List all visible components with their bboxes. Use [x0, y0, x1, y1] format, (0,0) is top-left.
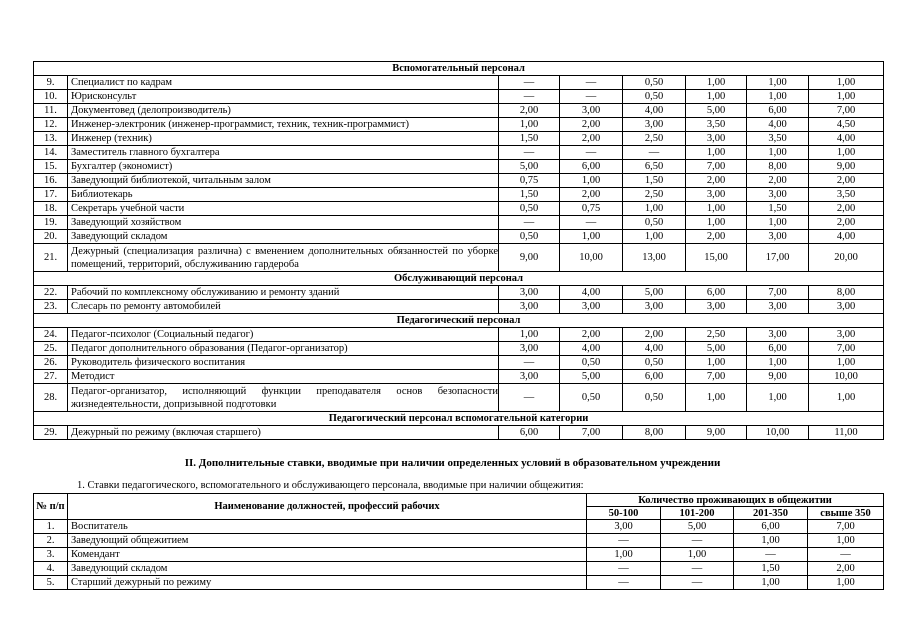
- position-name: Педагог-организатор, исполняющий функции преподавателя основ безопасности жизнедеятельности, допризывной подготовки: [68, 384, 499, 412]
- rate-value: 3,00: [499, 286, 560, 300]
- rate-value: 1,00: [686, 76, 747, 90]
- row-number: 3.: [34, 548, 68, 562]
- row-number: 22.: [34, 286, 68, 300]
- rate-value: 11,00: [809, 426, 884, 440]
- row-number: 17.: [34, 188, 68, 202]
- rate-value: 0,50: [560, 384, 623, 412]
- rate-value: 2,00: [686, 174, 747, 188]
- rate-value: 0,50: [623, 216, 686, 230]
- rate-value: 3,00: [747, 188, 809, 202]
- table-row: [34, 328, 884, 342]
- rate-value: 3,00: [747, 230, 809, 244]
- rate-value: 1,00: [686, 146, 747, 160]
- rate-value: 7,00: [747, 286, 809, 300]
- rate-value: 2,00: [808, 562, 884, 576]
- rate-value: —: [661, 576, 734, 590]
- rate-value: 0,50: [623, 90, 686, 104]
- section-2-heading: II. Дополнительные ставки, вводимые при наличии определенных условий в образовательном учреждении: [184, 457, 721, 469]
- table-row: [34, 342, 884, 356]
- rate-value: 8,00: [747, 160, 809, 174]
- rate-value: 3,00: [587, 520, 661, 534]
- rate-value: 3,00: [499, 342, 560, 356]
- rate-value: 3,00: [686, 300, 747, 314]
- rate-value: 1,00: [809, 384, 884, 412]
- position-name: Дежурный по режиму (включая старшего): [68, 426, 499, 440]
- rate-value: 2,50: [623, 132, 686, 146]
- position-name: Секретарь учебной части: [68, 202, 499, 216]
- rate-value: 1,00: [499, 328, 560, 342]
- rate-value: 5,00: [686, 342, 747, 356]
- rate-value: 1,00: [686, 202, 747, 216]
- rate-value: 1,00: [809, 76, 884, 90]
- rate-value: 6,00: [623, 370, 686, 384]
- section-header-row: [34, 272, 884, 286]
- table-row: [34, 104, 884, 118]
- rate-value: 1,00: [747, 356, 809, 370]
- header-col-3: 201-350: [734, 507, 808, 520]
- table-row: [34, 426, 884, 440]
- rate-value: 1,00: [734, 534, 808, 548]
- rate-value: 2,00: [809, 216, 884, 230]
- row-number: 21.: [34, 244, 68, 272]
- row-number: 18.: [34, 202, 68, 216]
- rate-value: 1,00: [661, 548, 734, 562]
- rate-value: 2,00: [623, 328, 686, 342]
- dormitory-rates-table: [33, 493, 884, 590]
- rate-value: 0,75: [499, 174, 560, 188]
- rate-value: 5,00: [623, 286, 686, 300]
- position-name: Старший дежурный по режиму: [68, 576, 587, 590]
- rate-value: 1,00: [499, 118, 560, 132]
- rate-value: 4,00: [560, 286, 623, 300]
- rate-value: —: [587, 562, 661, 576]
- table-row: [34, 300, 884, 314]
- header-col-4: свыше 350: [808, 507, 884, 520]
- rate-value: 3,00: [809, 300, 884, 314]
- rate-value: 10,00: [560, 244, 623, 272]
- row-number: 23.: [34, 300, 68, 314]
- rate-value: 3,00: [499, 370, 560, 384]
- rate-value: 10,00: [809, 370, 884, 384]
- rate-value: 17,00: [747, 244, 809, 272]
- rate-value: 1,00: [686, 90, 747, 104]
- rate-value: 6,00: [747, 104, 809, 118]
- rate-value: —: [499, 146, 560, 160]
- position-name: Заведующий общежитием: [68, 534, 587, 548]
- position-name: Педагог-психолог (Социальный педагог): [68, 328, 499, 342]
- staff-rates-table: [33, 61, 884, 440]
- rate-value: 2,50: [686, 328, 747, 342]
- rate-value: 3,00: [747, 300, 809, 314]
- position-name: Воспитатель: [68, 520, 587, 534]
- rate-value: 8,00: [809, 286, 884, 300]
- table-row: [34, 576, 884, 590]
- row-number: 14.: [34, 146, 68, 160]
- rate-value: —: [499, 216, 560, 230]
- table-row: [34, 174, 884, 188]
- rate-value: 4,00: [747, 118, 809, 132]
- position-name: Библиотекарь: [68, 188, 499, 202]
- rate-value: 3,00: [686, 188, 747, 202]
- position-name: Инженер (техник): [68, 132, 499, 146]
- header-col-1: 50-100: [587, 507, 661, 520]
- table-row: [34, 90, 884, 104]
- rate-value: 5,00: [661, 520, 734, 534]
- rate-value: —: [560, 216, 623, 230]
- row-number: 28.: [34, 384, 68, 412]
- rate-value: 2,00: [560, 188, 623, 202]
- row-number: 10.: [34, 90, 68, 104]
- rate-value: 9,00: [809, 160, 884, 174]
- rate-value: 0,50: [560, 356, 623, 370]
- row-number: 5.: [34, 576, 68, 590]
- rate-value: 7,00: [686, 160, 747, 174]
- rate-value: 1,00: [747, 146, 809, 160]
- rate-value: 1,00: [686, 384, 747, 412]
- rate-value: 1,00: [560, 174, 623, 188]
- rate-value: —: [623, 146, 686, 160]
- rate-value: 7,00: [809, 104, 884, 118]
- rate-value: 7,00: [560, 426, 623, 440]
- rate-value: 1,00: [808, 534, 884, 548]
- rate-value: 0,50: [499, 230, 560, 244]
- rate-value: —: [560, 76, 623, 90]
- row-number: 25.: [34, 342, 68, 356]
- rate-value: —: [734, 548, 808, 562]
- rate-value: 10,00: [747, 426, 809, 440]
- section-title: Педагогический персонал: [34, 314, 884, 328]
- row-number: 12.: [34, 118, 68, 132]
- rate-value: 6,00: [560, 160, 623, 174]
- rate-value: 3,00: [747, 328, 809, 342]
- rate-value: 6,00: [499, 426, 560, 440]
- rate-value: 0,50: [623, 384, 686, 412]
- rate-value: 2,00: [809, 174, 884, 188]
- rate-value: 3,00: [560, 300, 623, 314]
- rate-value: 9,00: [499, 244, 560, 272]
- rate-value: 3,50: [686, 118, 747, 132]
- rate-value: 2,00: [809, 202, 884, 216]
- table-row: [34, 356, 884, 370]
- row-number: 15.: [34, 160, 68, 174]
- row-number: 26.: [34, 356, 68, 370]
- table-row: [34, 216, 884, 230]
- rate-value: 2,50: [623, 188, 686, 202]
- row-number: 27.: [34, 370, 68, 384]
- rate-value: 1,00: [686, 216, 747, 230]
- rate-value: —: [587, 534, 661, 548]
- row-number: 9.: [34, 76, 68, 90]
- row-number: 20.: [34, 230, 68, 244]
- table-row: [34, 230, 884, 244]
- rate-value: 2,00: [686, 230, 747, 244]
- rate-value: 3,50: [809, 188, 884, 202]
- rate-value: 1,00: [747, 216, 809, 230]
- section-header-row: [34, 62, 884, 76]
- rate-value: 1,50: [734, 562, 808, 576]
- header-number: № п/п: [34, 494, 68, 520]
- rate-value: 7,00: [809, 342, 884, 356]
- rate-value: 1,00: [809, 356, 884, 370]
- rate-value: 2,00: [499, 104, 560, 118]
- dormitory-note: 1. Ставки педагогического, вспомогательного и обслуживающего персонала, вводимые при наличии общежития:: [77, 480, 584, 491]
- position-name: Бухгалтер (экономист): [68, 160, 499, 174]
- rate-value: —: [499, 356, 560, 370]
- rate-value: 1,50: [747, 202, 809, 216]
- rate-value: 1,00: [587, 548, 661, 562]
- rate-value: 3,00: [560, 104, 623, 118]
- rate-value: 0,50: [623, 76, 686, 90]
- rate-value: 1,00: [560, 230, 623, 244]
- rate-value: 1,00: [623, 202, 686, 216]
- rate-value: —: [560, 90, 623, 104]
- position-name: Заведующий хозяйством: [68, 216, 499, 230]
- row-number: 2.: [34, 534, 68, 548]
- rate-value: 1,50: [499, 132, 560, 146]
- rate-value: 7,00: [808, 520, 884, 534]
- table-row: [34, 520, 884, 534]
- rate-value: 4,00: [809, 132, 884, 146]
- rate-value: 1,00: [623, 230, 686, 244]
- position-name: Специалист по кадрам: [68, 76, 499, 90]
- row-number: 29.: [34, 426, 68, 440]
- table-row: [34, 562, 884, 576]
- row-number: 16.: [34, 174, 68, 188]
- table-row: [34, 370, 884, 384]
- table-row: [34, 118, 884, 132]
- rate-value: 1,00: [808, 576, 884, 590]
- rate-value: 2,00: [560, 118, 623, 132]
- position-name: Документовед (делопроизводитель): [68, 104, 499, 118]
- table-row: [34, 188, 884, 202]
- rate-value: 1,50: [499, 188, 560, 202]
- rate-value: 5,00: [499, 160, 560, 174]
- rate-value: 2,00: [560, 328, 623, 342]
- row-number: 11.: [34, 104, 68, 118]
- rate-value: 4,00: [809, 230, 884, 244]
- rate-value: 4,00: [560, 342, 623, 356]
- rate-value: 9,00: [747, 370, 809, 384]
- rate-value: 0,50: [623, 356, 686, 370]
- section-header-row: [34, 412, 884, 426]
- rate-value: 1,00: [809, 146, 884, 160]
- position-name: Рабочий по комплексному обслуживанию и ремонту зданий: [68, 286, 499, 300]
- rate-value: 7,00: [686, 370, 747, 384]
- rate-value: 1,50: [623, 174, 686, 188]
- rate-value: 1,00: [747, 90, 809, 104]
- position-name: Заведующий складом: [68, 562, 587, 576]
- row-number: 24.: [34, 328, 68, 342]
- rate-value: 3,50: [747, 132, 809, 146]
- rate-value: 4,50: [809, 118, 884, 132]
- position-name: Заведующий складом: [68, 230, 499, 244]
- rate-value: 1,00: [734, 576, 808, 590]
- position-name: Слесарь по ремонту автомобилей: [68, 300, 499, 314]
- rate-value: 3,00: [686, 132, 747, 146]
- rate-value: 0,50: [499, 202, 560, 216]
- rate-value: —: [587, 576, 661, 590]
- rate-value: 3,00: [499, 300, 560, 314]
- rate-value: 8,00: [623, 426, 686, 440]
- table-row: [34, 548, 884, 562]
- rate-value: 5,00: [686, 104, 747, 118]
- position-name: Педагог дополнительного образования (Педагог-организатор): [68, 342, 499, 356]
- rate-value: 3,00: [809, 328, 884, 342]
- position-name: Заместитель главного бухгалтера: [68, 146, 499, 160]
- section-header-row: [34, 314, 884, 328]
- table-row: [34, 534, 884, 548]
- table-row: [34, 146, 884, 160]
- rate-value: 6,00: [747, 342, 809, 356]
- position-name: Руководитель физического воспитания: [68, 356, 499, 370]
- position-name: Инженер-электроник (инженер-программист, техник, техник-программист): [68, 118, 499, 132]
- rate-value: 6,00: [686, 286, 747, 300]
- section-title: Вспомогательный персонал: [34, 62, 884, 76]
- rate-value: 15,00: [686, 244, 747, 272]
- table-row: [34, 76, 884, 90]
- rate-value: 6,00: [734, 520, 808, 534]
- rate-value: 1,00: [747, 384, 809, 412]
- rate-value: 9,00: [686, 426, 747, 440]
- rate-value: 1,00: [686, 356, 747, 370]
- section-title: Обслуживающий персонал: [34, 272, 884, 286]
- position-name: Методист: [68, 370, 499, 384]
- rate-value: —: [560, 146, 623, 160]
- rate-value: —: [808, 548, 884, 562]
- rate-value: 1,00: [747, 76, 809, 90]
- table-row: [34, 160, 884, 174]
- section-title: Педагогический персонал вспомогательной категории: [34, 412, 884, 426]
- table-row: [34, 132, 884, 146]
- position-name: Заведующий библиотекой, читальным залом: [68, 174, 499, 188]
- table-row: [34, 286, 884, 300]
- header-position-name: Наименование должностей, профессий рабочих: [68, 494, 587, 520]
- position-name: Дежурный (специализация различна) с вменением дополнительных обязанностей по уборке помещений, территорий, обслуживанию гардероба: [68, 244, 499, 272]
- rate-value: 3,00: [623, 300, 686, 314]
- row-number: 1.: [34, 520, 68, 534]
- rate-value: —: [499, 76, 560, 90]
- rate-value: 2,00: [747, 174, 809, 188]
- header-residents-group: Количество проживающих в общежитии: [587, 494, 884, 507]
- rate-value: 3,00: [623, 118, 686, 132]
- rate-value: 13,00: [623, 244, 686, 272]
- row-number: 19.: [34, 216, 68, 230]
- position-name: Юрисконсульт: [68, 90, 499, 104]
- table-row: [34, 202, 884, 216]
- rate-value: 4,00: [623, 104, 686, 118]
- rate-value: —: [499, 384, 560, 412]
- rate-value: —: [499, 90, 560, 104]
- row-number: 13.: [34, 132, 68, 146]
- rate-value: 6,50: [623, 160, 686, 174]
- rate-value: 4,00: [623, 342, 686, 356]
- rate-value: 1,00: [809, 90, 884, 104]
- rate-value: 5,00: [560, 370, 623, 384]
- rate-value: —: [661, 534, 734, 548]
- row-number: 4.: [34, 562, 68, 576]
- header-col-2: 101-200: [661, 507, 734, 520]
- rate-value: —: [661, 562, 734, 576]
- rate-value: 2,00: [560, 132, 623, 146]
- position-name: Комендант: [68, 548, 587, 562]
- rate-value: 0,75: [560, 202, 623, 216]
- table-row: [34, 244, 884, 272]
- table-row: [34, 384, 884, 412]
- rate-value: 20,00: [809, 244, 884, 272]
